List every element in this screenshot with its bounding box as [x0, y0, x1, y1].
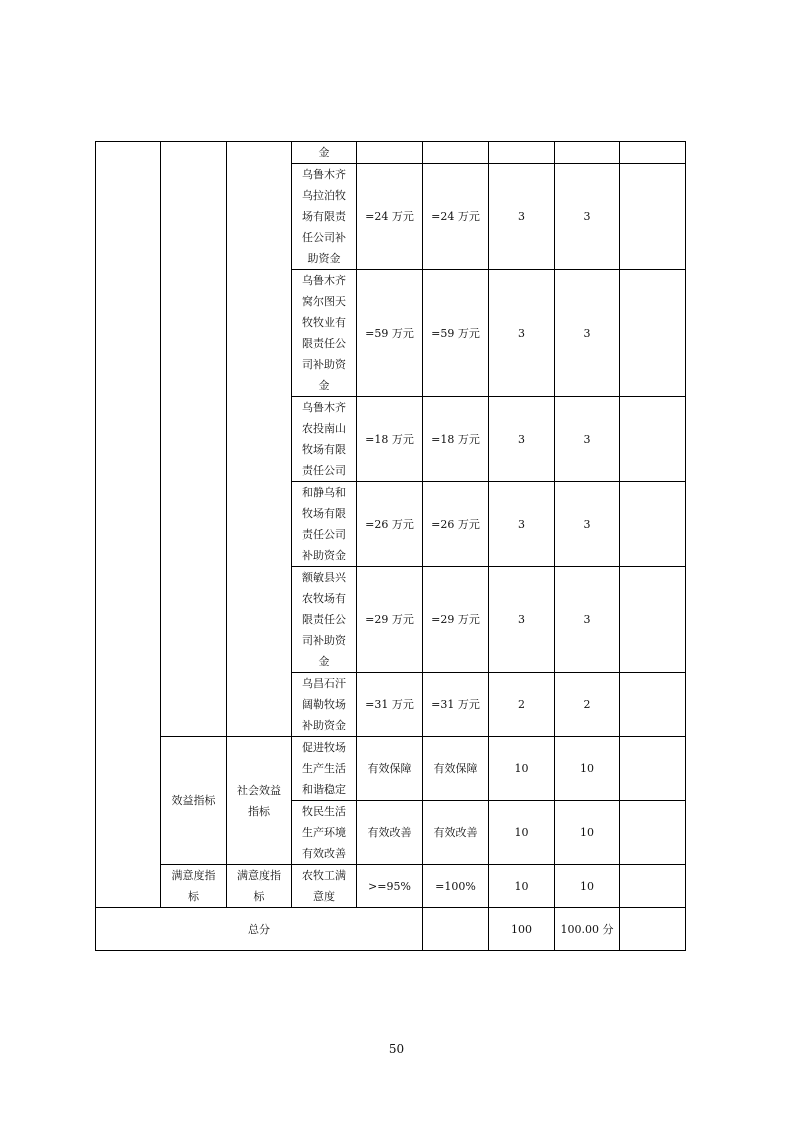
score-cell: 3	[555, 567, 620, 673]
note-cell	[620, 673, 686, 737]
target-cell: =18 万元	[357, 397, 423, 482]
indicator-cell: 乌昌石汗 阔勒牧场 补助资金	[292, 673, 357, 737]
weight-cell	[489, 142, 555, 164]
target-cell: =59 万元	[357, 270, 423, 397]
score-cell	[555, 142, 620, 164]
indicator-cell: 乌鲁木齐 农投南山 牧场有限 责任公司	[292, 397, 357, 482]
performance-table	[95, 141, 686, 951]
level2-cell: 社会效益 指标	[227, 737, 292, 865]
actual-cell: =59 万元	[423, 270, 489, 397]
indicator-cell: 乌鲁木齐 乌拉泊牧 场有限责 任公司补 助资金	[292, 164, 357, 270]
note-cell	[620, 397, 686, 482]
score-cell: 3	[555, 397, 620, 482]
weight-cell: 10	[489, 737, 555, 801]
score-cell: 3	[555, 164, 620, 270]
target-cell: =24 万元	[357, 164, 423, 270]
actual-cell: 有效改善	[423, 801, 489, 865]
indicator-cell: 牧民生活 生产环境 有效改善	[292, 801, 357, 865]
blank-cell	[227, 142, 292, 737]
score-cell: 3	[555, 270, 620, 397]
weight-cell: 3	[489, 164, 555, 270]
indicator-cell: 农牧工满 意度	[292, 865, 357, 908]
level1-cell: 效益指标	[161, 737, 227, 865]
note-cell	[620, 737, 686, 801]
actual-cell: =100%	[423, 865, 489, 908]
actual-cell: =18 万元	[423, 397, 489, 482]
weight-cell: 3	[489, 270, 555, 397]
level1-cell: 满意度指 标	[161, 865, 227, 908]
note-cell	[620, 801, 686, 865]
note-cell	[620, 908, 686, 951]
weight-cell: 3	[489, 397, 555, 482]
note-cell	[620, 270, 686, 397]
indicator-cell: 乌鲁木齐 窝尔图天 牧牧业有 限责任公 司补助资 金	[292, 270, 357, 397]
actual-cell	[423, 142, 489, 164]
total-score: 100.00 分	[555, 908, 620, 951]
weight-cell: 10	[489, 865, 555, 908]
total-row	[96, 908, 686, 951]
weight-cell: 10	[489, 801, 555, 865]
actual-cell: =29 万元	[423, 567, 489, 673]
weight-cell: 2	[489, 673, 555, 737]
level2-cell: 满意度指 标	[227, 865, 292, 908]
indicator-cell: 和静乌和 牧场有限 责任公司 补助资金	[292, 482, 357, 567]
indicator-cell: 金	[292, 142, 357, 164]
page-number: 50	[388, 1042, 405, 1056]
total-label: 总分	[96, 908, 423, 951]
weight-cell: 3	[489, 567, 555, 673]
note-cell	[620, 482, 686, 567]
note-cell	[620, 865, 686, 908]
target-cell: 有效改善	[357, 801, 423, 865]
score-cell: 10	[555, 801, 620, 865]
actual-cell: 有效保障	[423, 737, 489, 801]
score-cell: 10	[555, 737, 620, 801]
actual-cell: =24 万元	[423, 164, 489, 270]
table-row	[96, 865, 686, 908]
actual-cell: =26 万元	[423, 482, 489, 567]
target-cell: =26 万元	[357, 482, 423, 567]
score-cell: 3	[555, 482, 620, 567]
target-cell: =29 万元	[357, 567, 423, 673]
score-cell: 10	[555, 865, 620, 908]
table-row	[96, 142, 686, 164]
total-weight: 100	[489, 908, 555, 951]
note-cell	[620, 164, 686, 270]
blank-cell	[96, 142, 161, 908]
blank-cell	[161, 142, 227, 737]
note-cell	[620, 142, 686, 164]
actual-cell: =31 万元	[423, 673, 489, 737]
indicator-cell: 促进牧场 生产生活 和谐稳定	[292, 737, 357, 801]
weight-cell: 3	[489, 482, 555, 567]
target-cell: >=95%	[357, 865, 423, 908]
note-cell	[620, 567, 686, 673]
table-row	[96, 737, 686, 801]
target-cell	[357, 142, 423, 164]
target-cell: 有效保障	[357, 737, 423, 801]
actual-cell	[423, 908, 489, 951]
target-cell: =31 万元	[357, 673, 423, 737]
indicator-cell: 额敏县兴 农牧场有 限责任公 司补助资 金	[292, 567, 357, 673]
score-cell: 2	[555, 673, 620, 737]
